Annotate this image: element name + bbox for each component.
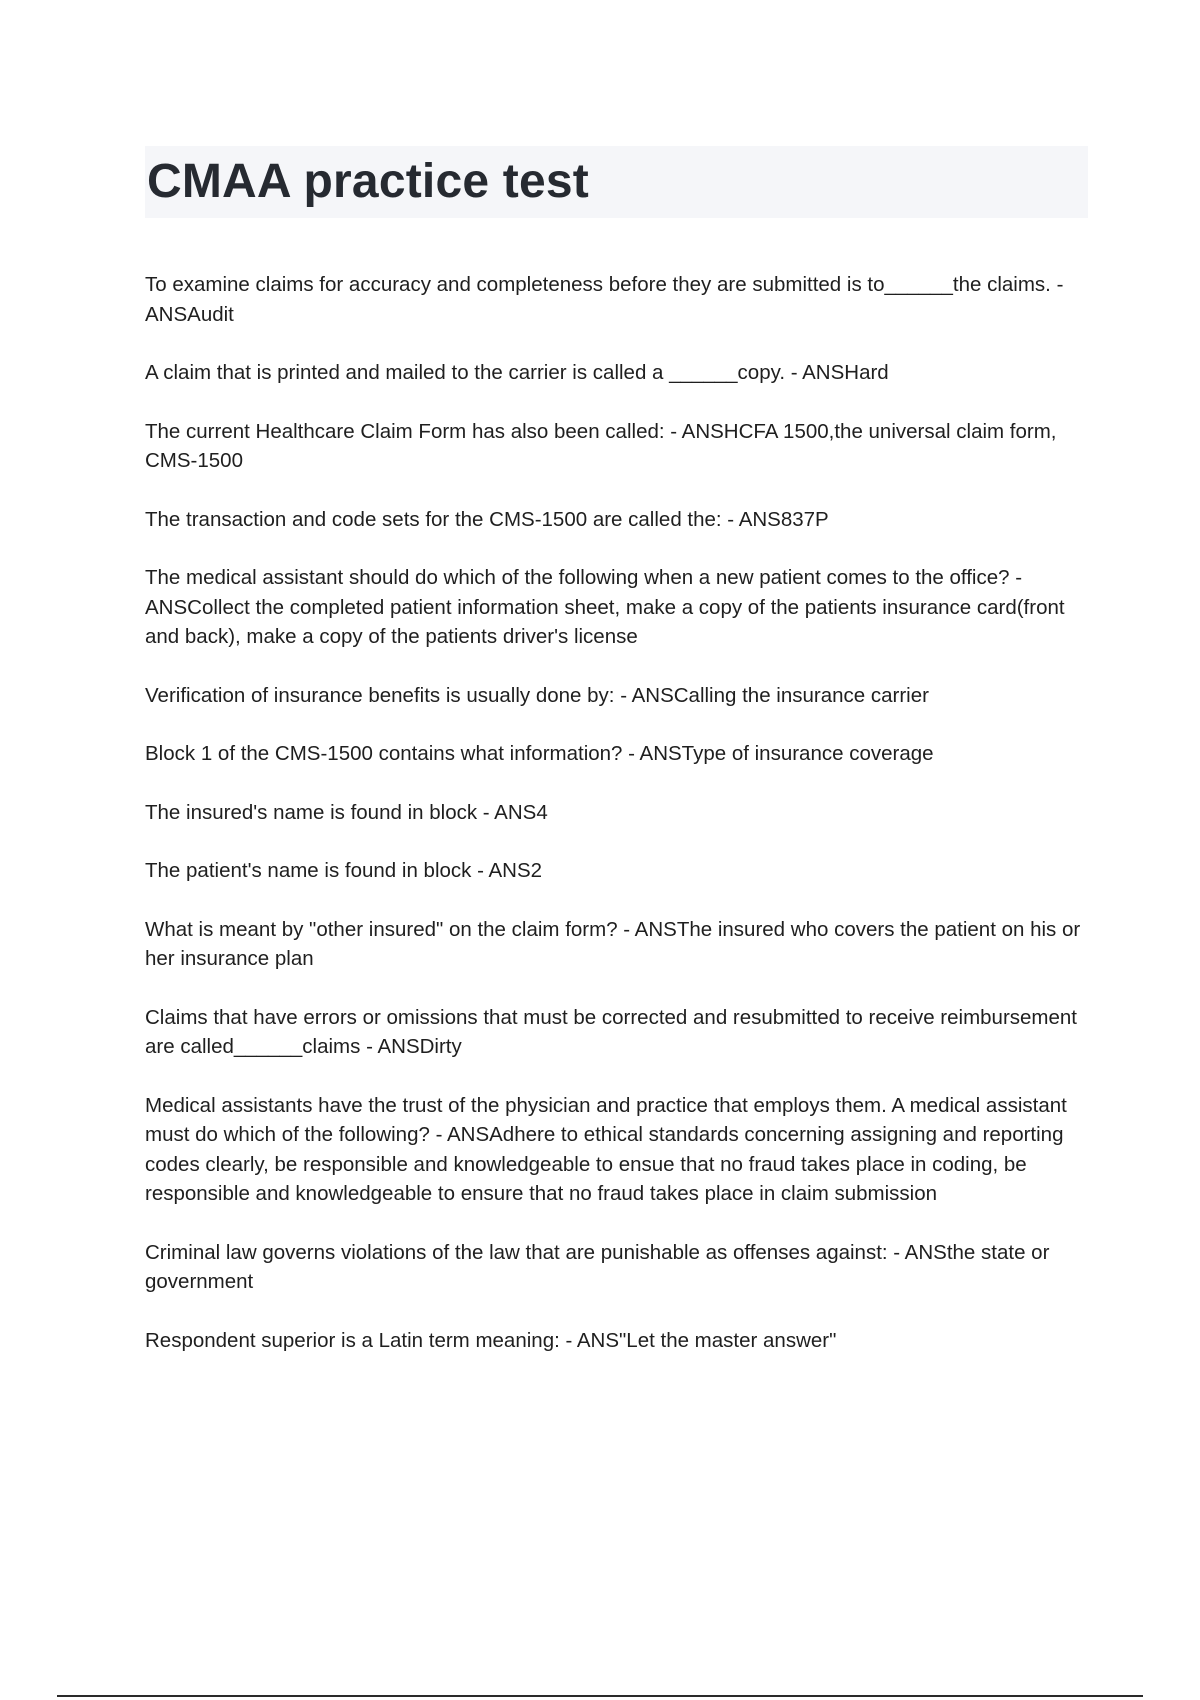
qa-item-8: The insured's name is found in block - ANS4 <box>145 800 548 824</box>
qa-item-7: Block 1 of the CMS-1500 contains what information? - ANSType of insurance coverage <box>145 742 934 765</box>
qa-item-9: The patient's name is found in block - ANS2 <box>145 859 543 882</box>
title-banner <box>145 146 1088 218</box>
qa-item-3: The current Healthcare Claim Form has also been called: - ANSHCFA 1500,the universal claim form, CMS-1500 <box>145 419 1057 472</box>
qa-item-6: Verification of insurance benefits is usually done by: - ANSCalling the insurance carrier <box>145 683 929 707</box>
page-title: CMAA practice test <box>147 155 589 208</box>
qa-item-13: Criminal law governs violations of the law that are punishable as offenses against: - ANSthe state or government <box>145 1240 1050 1293</box>
qa-item-4: The transaction and code sets for the CMS-1500 are called the: - ANS837P <box>145 507 829 531</box>
qa-item-5: The medical assistant should do which of the following when a new patient comes to the office? - ANSCollect the completed patient information sheet, make a copy of the patients insurance card(front and back), make a copy of the patients driver's license <box>145 566 1065 648</box>
footer-divider <box>57 1695 1143 1697</box>
qa-item-14: Respondent superior is a Latin term meaning: - ANS"Let the master answer" <box>145 1328 837 1352</box>
qa-item-12: Medical assistants have the trust of the physician and practice that employs them. A medical assistant must do which of the following? - ANSAdhere to ethical standards concerning assigning and reporting codes clearly, be responsible and knowledgeable to ensue that no fraud takes place in coding, be responsible and knowledgeable to ensure that no fraud takes place in claim submission <box>145 1093 1067 1205</box>
qa-item-1: To examine claims for accuracy and completeness before they are submitted is to______the claims. - ANSAudit <box>145 273 1064 326</box>
qa-item-11: Claims that have errors or omissions that must be corrected and resubmitted to receive reimbursement are called______claims - ANSDirty <box>145 1005 1077 1058</box>
qa-item-10: What is meant by "other insured" on the claim form? - ANSThe insured who covers the patient on his or her insurance plan <box>145 917 1081 970</box>
question-answer-list <box>145 270 1090 1384</box>
qa-item-2: A claim that is printed and mailed to the carrier is called a ______copy. - ANSHard <box>145 361 889 384</box>
